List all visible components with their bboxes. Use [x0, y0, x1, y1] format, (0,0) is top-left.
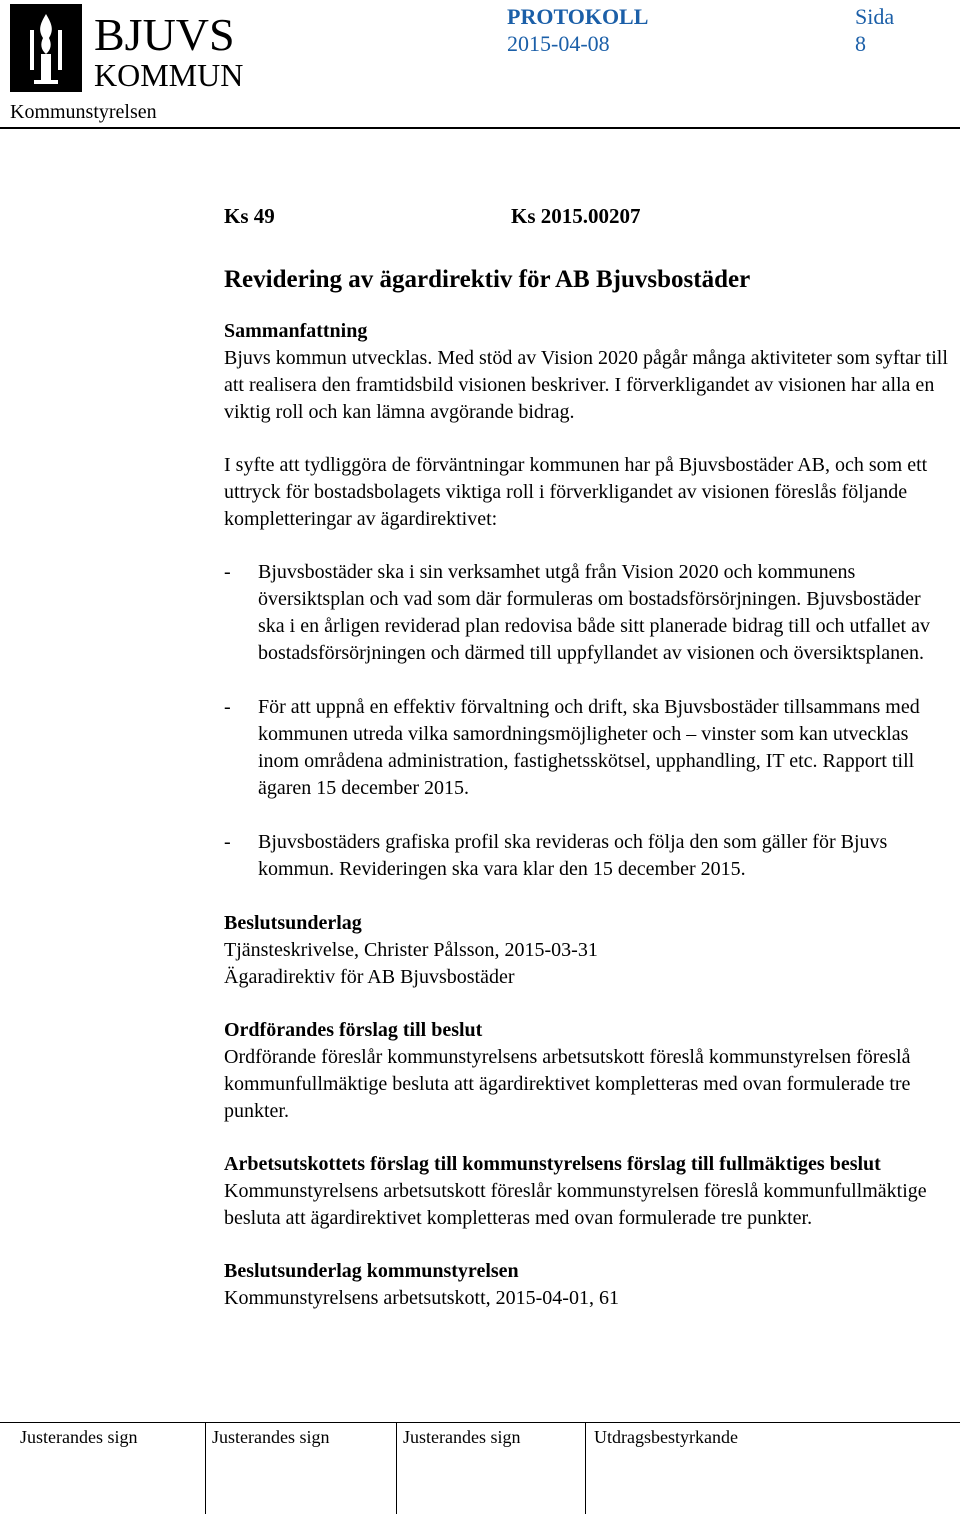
logo-emblem	[10, 0, 250, 96]
ks-paragraph-number: Ks 49	[224, 204, 275, 228]
logo-text-bottom: KOMMUN	[94, 57, 244, 93]
case-title: Revidering av ägardirektiv för AB Bjuvsbostäder	[224, 266, 751, 293]
document-date: 2015-04-08	[507, 31, 610, 56]
summary-section	[224, 318, 952, 426]
dash-bullet: -	[224, 561, 231, 583]
ks-basis-heading: Beslutsunderlag kommunstyrelsen	[224, 1260, 519, 1282]
dash-bullet: -	[224, 696, 231, 718]
header-divider	[0, 127, 960, 129]
ks-diary-number: Ks 2015.00207	[511, 204, 641, 228]
page-label: Sida	[855, 4, 895, 29]
signature-box-3: Justerandes sign	[403, 1427, 521, 1447]
signature-divider	[585, 1422, 586, 1514]
page-number: 8	[855, 31, 866, 56]
signature-box-1: Justerandes sign	[20, 1427, 138, 1447]
list-item	[224, 829, 952, 883]
chair-proposal-heading: Ordförandes förslag till beslut	[224, 1019, 483, 1041]
case-reference	[224, 203, 952, 233]
summary-text: Bjuvs kommun utvecklas. Med stöd av Vision 2020 pågår många aktiviteter som syftar till att realisera den framtidsbild visionen beskriver. I förverkligandet av visionen har alla en viktig roll och kan lämna avgörande bidrag.	[224, 347, 948, 423]
list-item-text: För att uppnå en effektiv förvaltning och drift, ska Bjuvsbostäder tillsammans med kommunen utreda vilka samordningsmöjligheter och – vinster som kan utvecklas inom områdena administration, fastighetsskötsel, upphandling, IT etc. Rapport till ägaren 15 december 2015.	[258, 696, 920, 799]
directive-list	[224, 559, 952, 883]
list-item-text: Bjuvsbostäders grafiska profil ska revideras och följa den som gäller för Bjuvs kommun. Revideringen ska vara klar den 15 december 2015.	[258, 831, 888, 880]
decision-basis-line: Tjänsteskrivelse, Christer Pålsson, 2015-03-31	[224, 939, 598, 961]
committee-proposal-section	[224, 1151, 952, 1232]
decision-basis-heading: Beslutsunderlag	[224, 912, 362, 934]
minutes-content	[224, 203, 952, 1312]
chair-proposal-text: Ordförande föreslår kommunstyrelsens arbetsutskott föreslå kommunstyrelsen föreslå kommunfullmäktige besluta att ägardirektivet kompletteras med ovan formulerade tre punkter.	[224, 1046, 911, 1122]
list-item	[224, 559, 952, 667]
signature-divider	[396, 1422, 397, 1514]
ks-basis-section	[224, 1258, 952, 1312]
list-item	[224, 694, 952, 802]
department-name: Kommunstyrelsen	[10, 101, 157, 123]
chair-proposal-section	[224, 1017, 952, 1125]
ks-basis-text: Kommunstyrelsens arbetsutskott, 2015-04-01, 61	[224, 1287, 619, 1309]
signature-box-2: Justerandes sign	[212, 1427, 330, 1447]
purpose-text: I syfte att tydliggöra de förväntningar kommunen har på Bjuvsbostäder AB, och som ett uttryck för bostadsbolagets viktiga roll i förverkligandet av visionen föreslås följande kompletteringar av ägardirektivet:	[224, 454, 928, 530]
logo-text-top: BJUVS	[94, 9, 235, 60]
committee-proposal-text: Kommunstyrelsens arbetsutskott föreslår kommunstyrelsen föreslå kommunfullmäktige besluta att ägardirektivet kompletteras med ovan formulerade tre punkter.	[224, 1180, 927, 1229]
committee-proposal-heading: Arbetsutskottets förslag till kommunstyrelsens förslag till fullmäktiges beslut	[224, 1153, 881, 1175]
extract-certification-box: Utdragsbestyrkande	[594, 1427, 738, 1447]
dash-bullet: -	[224, 831, 231, 853]
decision-basis-line: Ägaradirektiv för AB Bjuvsbostäder	[224, 966, 515, 988]
list-item-text: Bjuvsbostäder ska i sin verksamhet utgå från Vision 2020 och kommunens översiktsplan och vad som där formuleras om bostadsförsörjningen. Bjuvsbostäder ska i en årligen reviderad plan redovisa både sitt planerade bidrag till och utfallet av bostadsförsörjningen och därmed till uppfyllandet av visionen och översiktsplanen.	[258, 561, 930, 664]
decision-basis-section	[224, 910, 952, 991]
bjuvs-kommun-logo	[10, 0, 250, 96]
footer-divider	[0, 1422, 960, 1423]
signature-divider	[205, 1422, 206, 1514]
summary-heading: Sammanfattning	[224, 320, 368, 342]
document-type: PROTOKOLL	[507, 4, 649, 29]
